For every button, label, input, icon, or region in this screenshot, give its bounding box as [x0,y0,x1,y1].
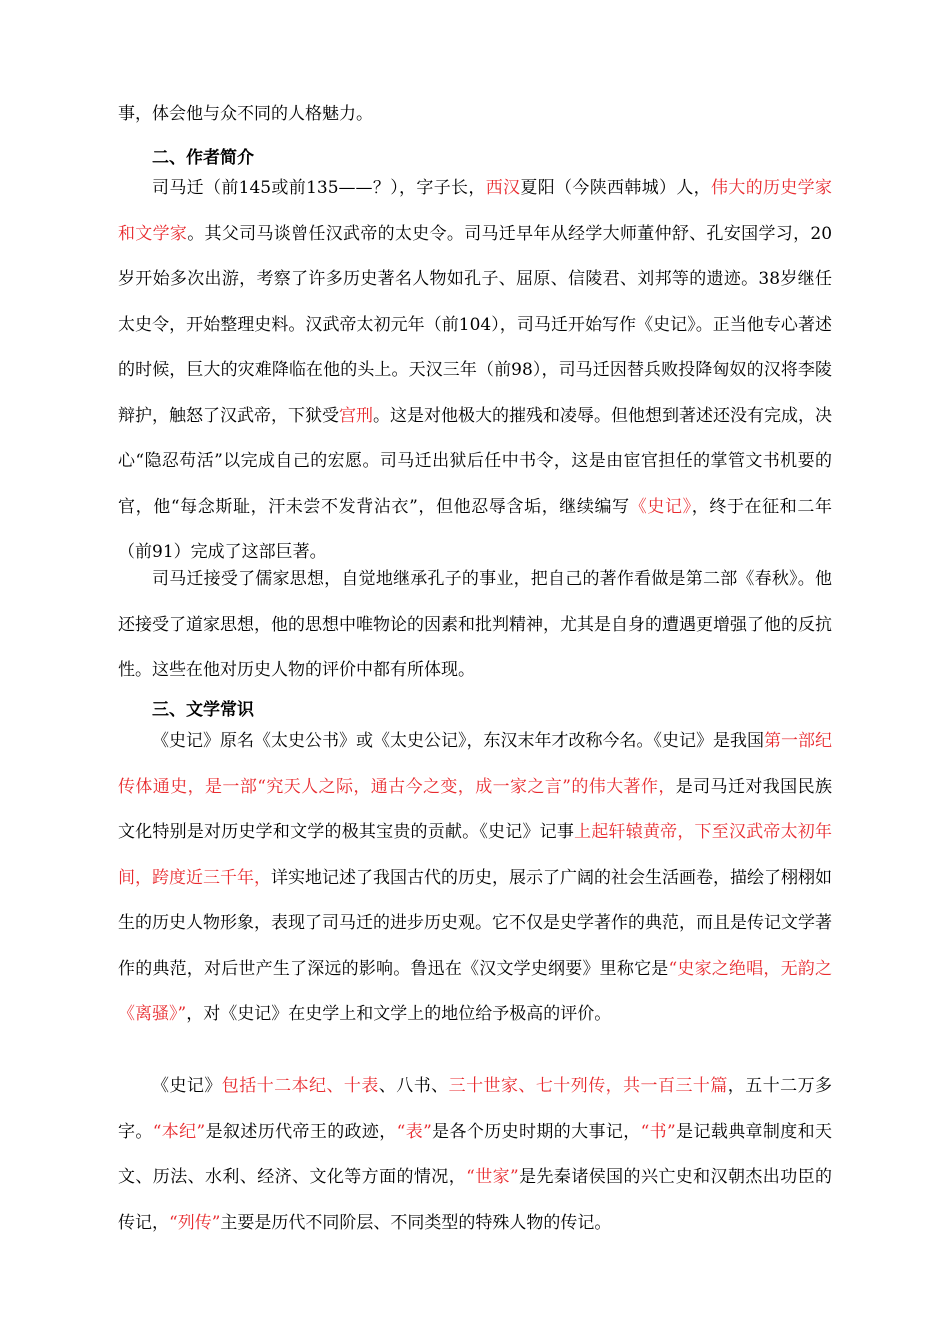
highlight-run: 伟大的历史学家和文学家 [118,178,833,244]
text-run: 夏阳（今陕西韩城）人， [520,178,712,198]
text-run: 司马迁（前145或前135——？），字子长， [152,178,486,198]
text-run: 事，体会他与众不同的人格魅力。 [118,104,373,124]
paragraph-intro-tail [118,92,832,138]
paragraph-shiji-structure [118,1064,832,1246]
text-run: 、八书、 [378,1076,449,1096]
text-run: ，对《史记》在史学上和文学上的地位给予极高的评价。 [186,1004,612,1024]
text-run: 主要是历代不同阶层、不同类型的特殊人物的传记。 [220,1212,612,1233]
text-run: 详实地记述了我国古代的历史，展示了广阔的社会生活画卷，描绘了栩栩如生的历史人物形象，表现了司马迁的进步历史观。它不仅是史学著作的典范，而且是传记文学著作的典范，对后世产生了深远的影响。鲁迅在《汉文学史纲要》里称它是 [118,867,832,979]
section-heading-author [152,143,254,168]
paragraph-author-thought [118,557,832,694]
text-run: ，五十二万多字。 [118,1076,833,1142]
highlight-run: “书” [640,1121,676,1142]
highlight-run: “表” [396,1121,432,1142]
text-run: 。这是对他极大的摧残和凌辱。但他想到著述还没有完成，决心“隐忍苟活”以完成自己的宏愿。司马迁出狱后任中书令，这是由宦官担任的掌管文书机要的官，他“每念斯耻，汗未尝不发背沾衣”，但他忍辱含垢，继续编写 [118,405,832,517]
text-run: 司马迁接受了儒家思想，自觉地继承孔子的事业，把自己的著作看做是第二部《春秋》。他还接受了道家思想，他的思想中唯物论的因素和批判精神，尤其是自身的遭遇更增强了他的反抗性。这些在他对历史人物的评价中都有所体现。 [118,569,832,680]
text-run: 是叙述历代帝王的政迹， [205,1121,397,1142]
highlight-run: 包括十二本纪、十表 [221,1076,379,1096]
highlight-run: 三十世家、七十列传，共一百三十篇 [448,1076,728,1096]
text-run: 是司马迁对我国民族文化特别是对历史学和文学的极其宝贵的贡献。《史记》记事 [118,776,832,842]
text-run: 《史记》原名《太史公书》或《太史公记》，东汉末年才改称今名。《史记》是我国 [152,731,764,751]
paragraph-shiji-overview [118,719,832,1038]
highlight-run: 宫刑 [339,405,373,426]
highlight-run: 《史记》 [629,496,692,517]
text-run: 。其父司马谈曾任汉武帝的太史令。司马迁早年从经学大师董仲舒、孔安国学习，20岁开始多次出游，考察了许多历史著名人物如孔子、屈原、信陵君、刘邦等的遗迹。38岁继任太史令，开始整理史料。汉武帝太初元年（前104），司马迁开始写作《史记》。正当他专心著述的时候，巨大的灾难降临在他的头上。天汉三年（前98），司马迁因替兵败投降匈奴的汉将李陵辩护，触怒了汉武帝，下狱受 [118,223,833,426]
heading-text: 三、文学常识 [152,700,254,720]
paragraph-author-bio [118,166,832,576]
highlight-run: 上起轩辕黄帝，下至汉武帝太初年间，跨度近三千年， [118,822,833,888]
highlight-run: “本纪” [152,1121,206,1142]
highlight-run: 西汉 [485,178,521,198]
text-run: ，终于在征和二年（前91）完成了这部巨著。 [118,496,833,562]
heading-text: 二、作者简介 [152,148,254,168]
text-run: 《史记》 [152,1076,222,1096]
section-heading-literature [152,695,254,720]
highlight-run: “列传” [169,1212,221,1233]
text-run: 是记载典章制度和天文、历法、水利、经济、文化等方面的情况， [118,1121,833,1187]
highlight-run: “世家” [466,1167,519,1187]
highlight-run: “史家之绝唱，无韵之《离骚》” [118,958,832,1024]
highlight-run: 第一部纪传体通史，是一部“究天人之际，通古今之变，成一家之言”的伟大著作， [118,731,832,797]
text-run: 是先秦诸侯国的兴亡史和汉朝杰出功臣的传记， [118,1167,833,1233]
text-run: 是各个历史时期的大事记， [431,1121,641,1142]
